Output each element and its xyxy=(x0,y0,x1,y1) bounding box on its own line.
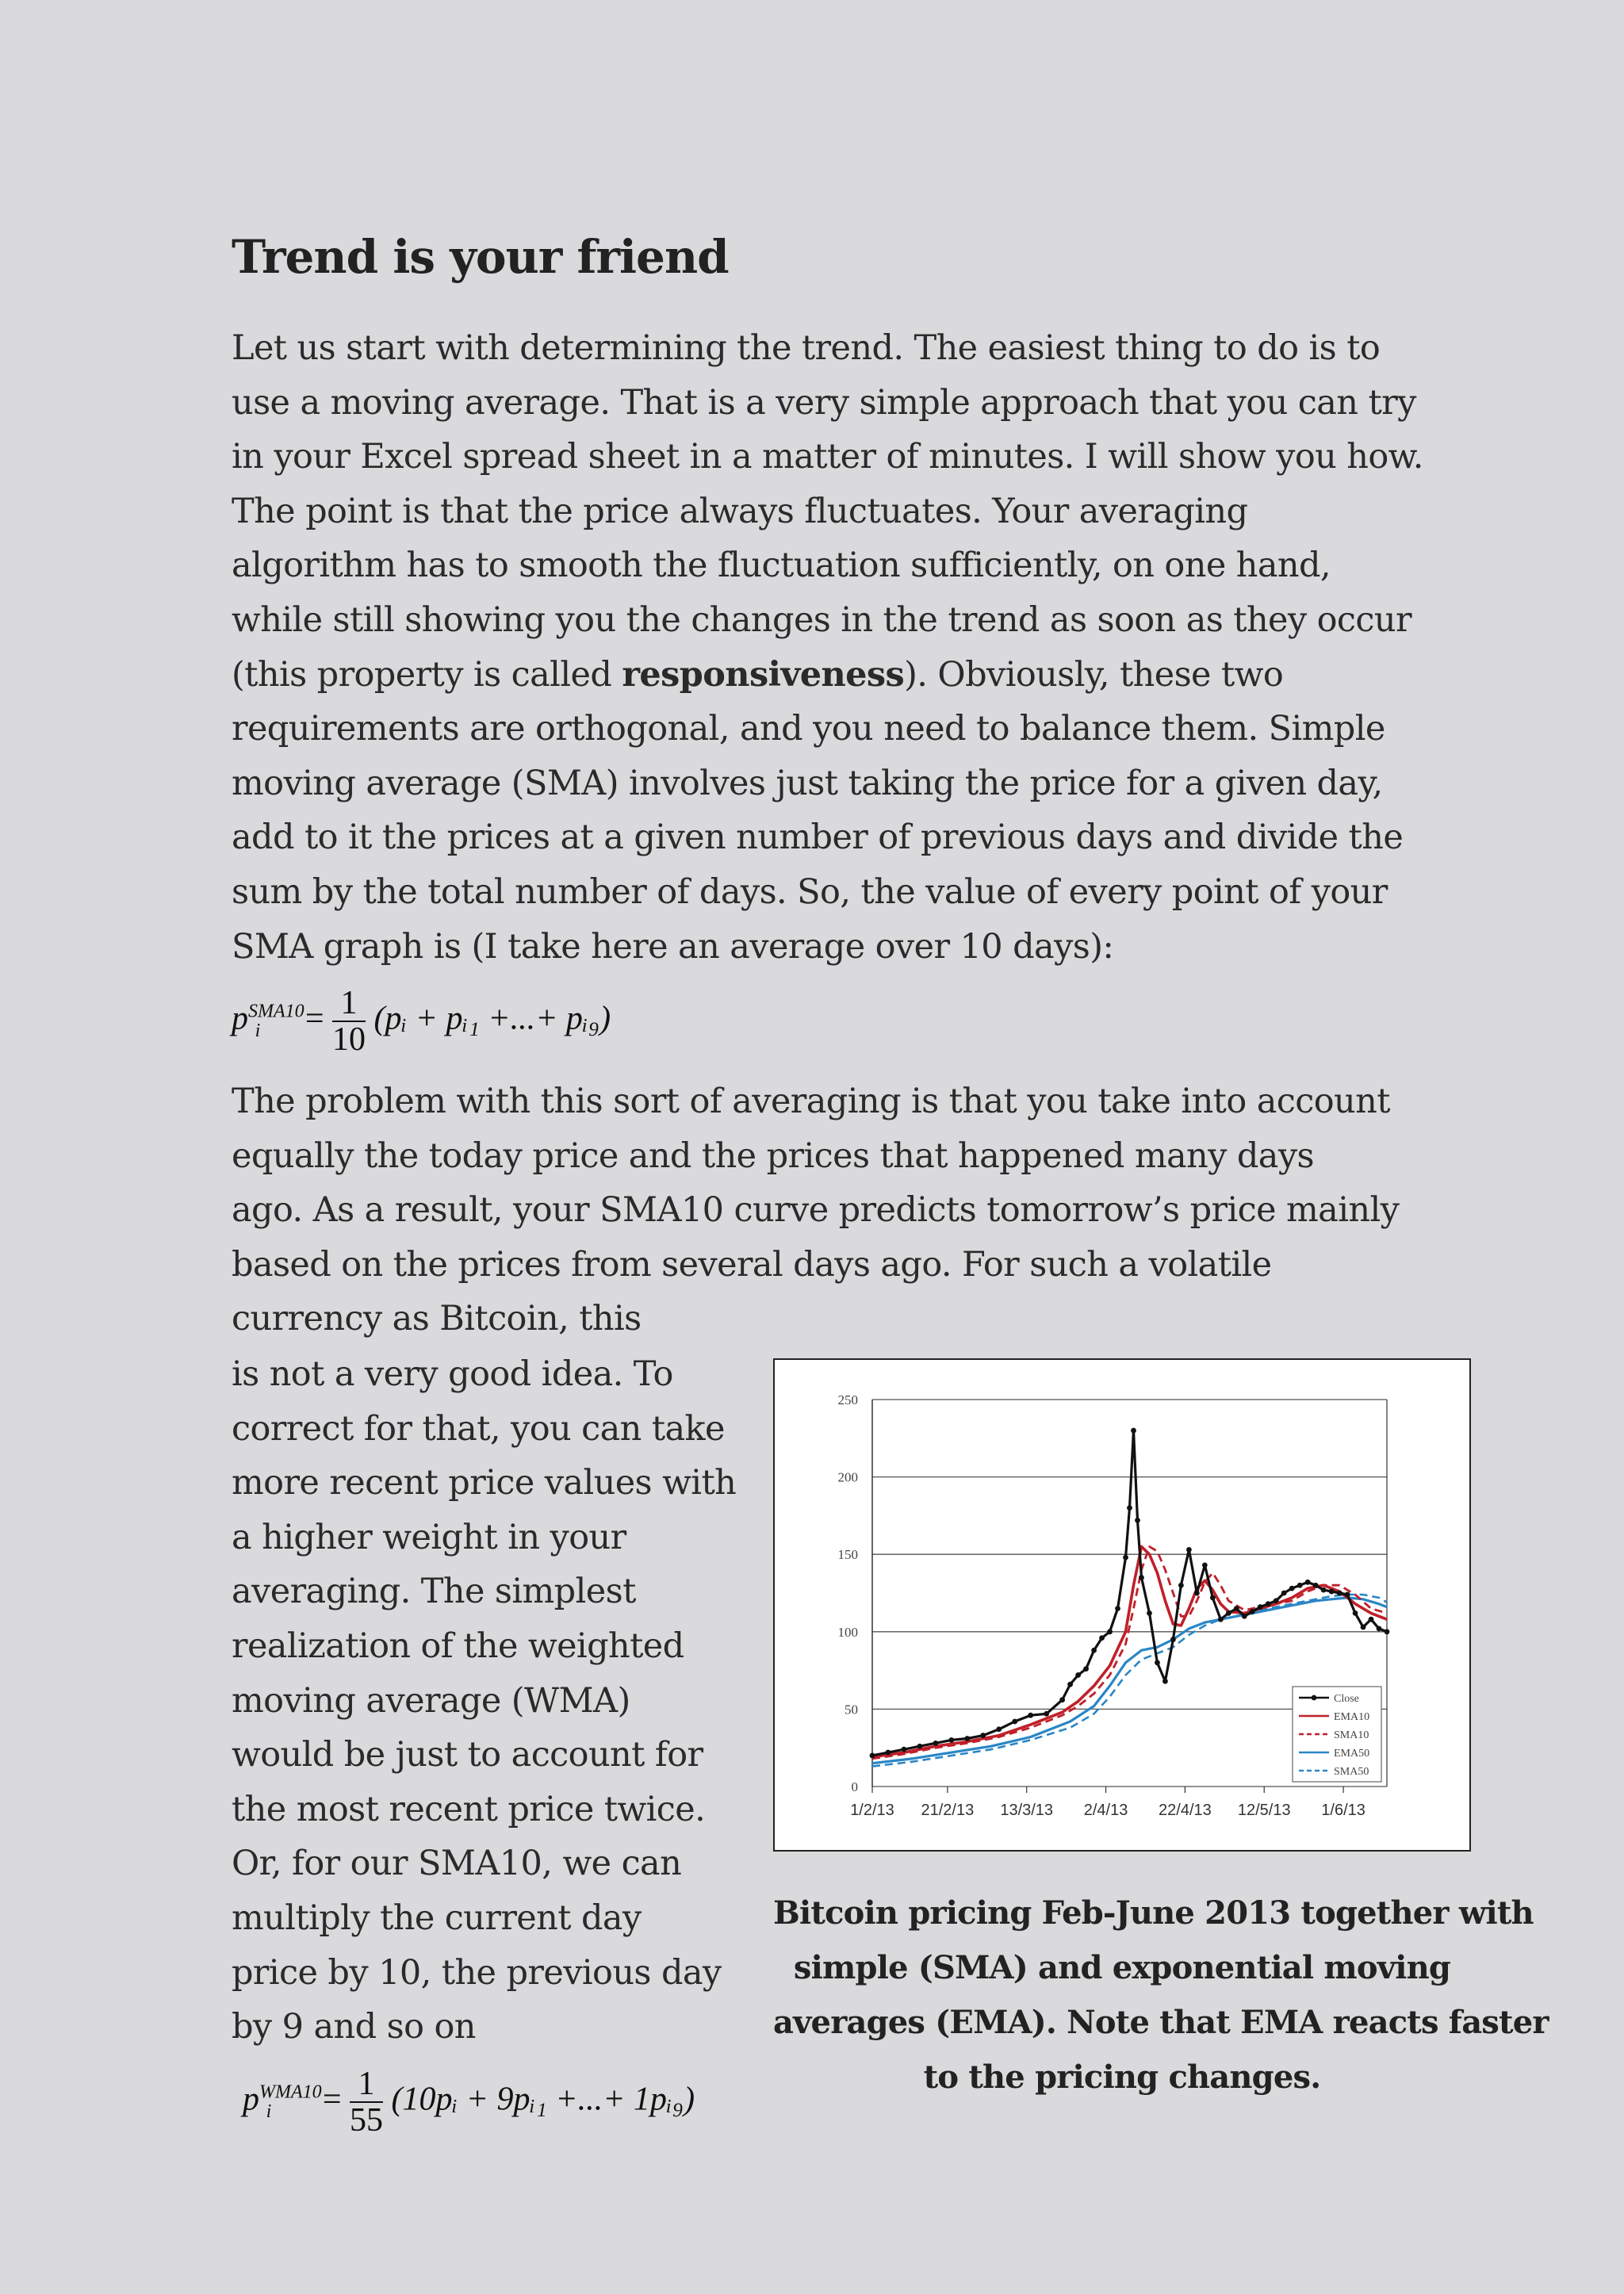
close-price-point xyxy=(1178,1583,1184,1588)
sma-formula: $p^{SMA10}_i$ = $\frac{1}{10}$ (pᵢ + pᵢ₁ +...+ pᵢ₉) xyxy=(232,985,611,1058)
text-line: use a moving average. That is a very simple approach that you can try xyxy=(232,382,1416,423)
wma-formula: $p^{WMA10}_i$ = $\frac{1}{55}$ (10pᵢ + 9pᵢ₁ +...+ 1pᵢ₉) xyxy=(243,2066,695,2139)
x-tick-label: 2/4/13 xyxy=(1083,1802,1128,1819)
caption-line: simple (SMA) and exponential moving xyxy=(793,1949,1451,1986)
close-price-point xyxy=(902,1747,907,1752)
paragraph-wma xyxy=(232,1347,736,2055)
close-price-point xyxy=(1044,1711,1049,1717)
text-line: The point is that the price always fluctuates. Your averaging xyxy=(232,491,1248,531)
close-price-point xyxy=(1170,1637,1176,1642)
close-price-point xyxy=(964,1736,970,1741)
chart-svg xyxy=(775,1360,1469,1850)
x-tick-label: 21/2/13 xyxy=(921,1802,975,1819)
caption-line: averages (EMA). Note that EMA reacts faster xyxy=(773,2004,1549,2041)
legend-label-sma50: SMA50 xyxy=(1334,1766,1369,1778)
close-price-point xyxy=(1385,1629,1390,1634)
close-price-point xyxy=(1353,1610,1358,1616)
text-line: equally the today price and the prices that happened many days xyxy=(232,1136,1315,1176)
chart-caption xyxy=(773,1886,1549,2104)
text-line: currency as Bitcoin, this xyxy=(232,1299,642,1339)
x-tick-label: 12/5/13 xyxy=(1237,1802,1291,1819)
close-price-point xyxy=(1115,1606,1120,1611)
close-price-point xyxy=(1147,1610,1152,1616)
bold-term: responsiveness xyxy=(622,654,905,695)
close-price-point xyxy=(1075,1672,1081,1678)
close-price-point xyxy=(1218,1617,1224,1622)
text-line: by 9 and so on xyxy=(232,2007,476,2047)
close-price-point xyxy=(1297,1583,1303,1588)
close-price-point xyxy=(917,1744,923,1749)
close-price-point xyxy=(980,1733,986,1738)
close-price-point xyxy=(1337,1591,1342,1596)
y-tick-label: 100 xyxy=(837,1624,858,1640)
close-price-point xyxy=(1242,1614,1247,1619)
close-price-point xyxy=(1123,1555,1128,1561)
text-line: Or, for our SMA10, we can xyxy=(232,1844,682,1884)
y-tick-label: 200 xyxy=(837,1469,858,1485)
text-line: in your Excel spread sheet in a matter of minutes. I will show you how. xyxy=(232,437,1423,477)
text-fragment: ). Obviously, these two xyxy=(904,654,1284,695)
close-price-point xyxy=(1369,1617,1374,1622)
text-line: moving average (SMA) involves just taking the price for a given day, xyxy=(232,763,1383,803)
close-price-point xyxy=(1226,1610,1231,1616)
close-price-point xyxy=(1186,1547,1192,1553)
close-price-point xyxy=(1329,1589,1335,1595)
close-price-point xyxy=(1345,1592,1350,1598)
close-price-point xyxy=(1210,1595,1216,1600)
text-line: ago. As a result, your SMA10 curve predicts tomorrow’s price mainly xyxy=(232,1190,1400,1231)
y-tick-label: 50 xyxy=(845,1702,858,1718)
x-tick-label: 1/2/13 xyxy=(850,1802,894,1819)
y-tick-label: 0 xyxy=(851,1779,858,1794)
legend-marker xyxy=(1312,1695,1317,1701)
text-line: is not a very good idea. To xyxy=(232,1354,673,1394)
text-line: sum by the total number of days. So, the value of every point of your xyxy=(232,871,1388,912)
text-line: more recent price values with xyxy=(232,1463,737,1503)
close-price-point xyxy=(1361,1625,1366,1630)
close-price-point xyxy=(1067,1682,1073,1687)
close-price-point xyxy=(1194,1591,1200,1596)
close-price-point xyxy=(1305,1580,1311,1585)
close-price-point xyxy=(933,1741,938,1746)
close-price-point xyxy=(1313,1583,1319,1588)
close-price-point xyxy=(996,1726,1002,1732)
close-price-point xyxy=(1083,1666,1089,1672)
caption-line: Bitcoin pricing Feb-June 2013 together with xyxy=(773,1894,1534,1932)
paragraph-problem xyxy=(232,1074,1399,1346)
text-fragment: (this property is called xyxy=(232,654,622,695)
close-price-point xyxy=(1266,1601,1271,1607)
text-line: The problem with this sort of averaging is that you take into account xyxy=(232,1082,1390,1121)
text-line: correct for that, you can take xyxy=(232,1408,725,1449)
close-price-point xyxy=(1281,1591,1287,1596)
text-line: Let us start with determining the trend. The easiest thing to do is to xyxy=(232,328,1381,368)
text-line: while still showing you the changes in the trend as soon as they occur xyxy=(232,599,1411,640)
close-price-point xyxy=(1091,1648,1097,1653)
close-price-point xyxy=(1059,1697,1065,1702)
close-price-point xyxy=(1012,1719,1017,1725)
close-price-point xyxy=(1250,1609,1255,1614)
legend-label-close: Close xyxy=(1334,1693,1359,1705)
text-line: multiply the current day xyxy=(232,1898,642,1938)
text-line xyxy=(232,648,1423,703)
close-price-point xyxy=(1135,1518,1140,1523)
close-price-point xyxy=(1127,1505,1132,1511)
close-price-point xyxy=(1162,1679,1168,1684)
x-tick-label: 1/6/13 xyxy=(1321,1802,1365,1819)
text-line: SMA graph is (I take here an average over 10 days): xyxy=(232,926,1114,967)
paragraph-intro xyxy=(232,321,1423,974)
close-price-point xyxy=(1107,1629,1113,1634)
bitcoin-chart xyxy=(773,1358,1471,1852)
close-price-point xyxy=(1131,1428,1136,1434)
close-price-point xyxy=(870,1753,875,1759)
close-price-point xyxy=(1377,1626,1382,1631)
text-line: realization of the weighted xyxy=(232,1626,684,1666)
close-price-point xyxy=(948,1737,954,1743)
text-line: moving average (WMA) xyxy=(232,1680,630,1721)
close-price-point xyxy=(1258,1604,1263,1610)
text-line: algorithm has to smooth the fluctuation sufficiently, on one hand, xyxy=(232,546,1331,586)
text-line: would be just to account for xyxy=(232,1735,703,1775)
legend-label-ema50: EMA50 xyxy=(1334,1748,1370,1760)
close-price-point xyxy=(1274,1598,1279,1603)
text-line: a higher weight in your xyxy=(232,1517,626,1557)
x-tick-label: 13/3/13 xyxy=(1000,1802,1054,1819)
close-price-point xyxy=(886,1750,891,1756)
caption-line: to the pricing changes. xyxy=(923,2058,1321,2096)
text-line: averaging. The simplest xyxy=(232,1572,636,1612)
close-price-point xyxy=(1321,1587,1327,1593)
legend-label-sma10: SMA10 xyxy=(1334,1729,1369,1741)
close-price-point xyxy=(1139,1575,1144,1580)
text-line: based on the prices from several days ago. For such a volatile xyxy=(232,1244,1272,1285)
close-price-point xyxy=(1099,1635,1105,1641)
section-heading: Trend is your friend xyxy=(232,230,729,284)
close-price-point xyxy=(1289,1586,1295,1591)
text-line: add to it the prices at a given number of previous days and divide the xyxy=(232,818,1404,858)
text-line: price by 10, the previous day xyxy=(232,1952,722,1993)
close-price-point xyxy=(1202,1562,1208,1568)
close-price-point xyxy=(1155,1660,1160,1665)
legend-label-ema10: EMA10 xyxy=(1334,1711,1370,1723)
close-price-point xyxy=(1028,1713,1033,1718)
y-tick-label: 250 xyxy=(837,1392,858,1407)
text-line: the most recent price twice. xyxy=(232,1789,706,1829)
y-tick-label: 150 xyxy=(837,1547,858,1563)
x-tick-label: 22/4/13 xyxy=(1159,1802,1212,1819)
close-price-point xyxy=(1234,1606,1239,1611)
text-line: requirements are orthogonal, and you need to balance them. Simple xyxy=(232,709,1385,749)
